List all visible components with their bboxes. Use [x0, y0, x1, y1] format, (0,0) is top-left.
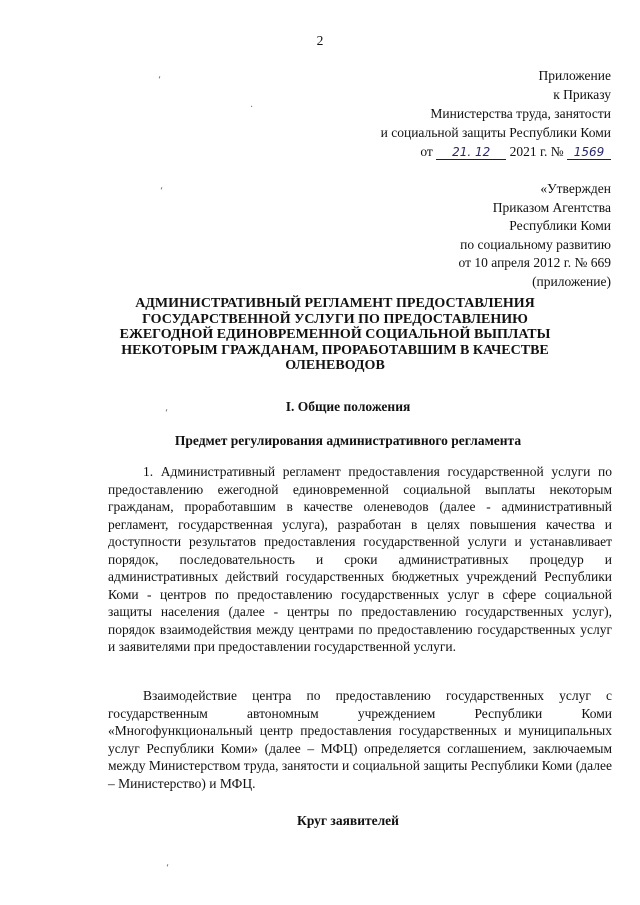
title-line: ЕЖЕГОДНОЙ ЕДИНОВРЕМЕННОЙ СОЦИАЛЬНОЙ ВЫПЛАТЫ	[119, 327, 551, 342]
paragraph-2: Взаимодействие центра по предоставлению государственных услуг с государственным автономным учреждением Республики Коми «Многофункциональный центр предоставления государственных и муниципальных услуг Республики Коми» (далее – МФЦ) определяется соглашением, заключаемым между Министерством труда, занятости и социальной защиты Республики Коми (далее – Министерство) и МФЦ.	[108, 688, 612, 791]
title-line: ГОСУДАРСТВЕННОЙ УСЛУГИ ПО ПРЕДОСТАВЛЕНИЮ	[142, 311, 528, 327]
appendix-line: Министерства труда, занятости	[430, 106, 611, 121]
scan-speck: ‘	[166, 863, 170, 874]
approval-line: (приложение)	[532, 273, 611, 289]
handwritten-order-number: 1569	[567, 145, 611, 160]
approval-block	[311, 180, 611, 291]
page-number: 2	[316, 33, 324, 48]
approval-line: от 10 апреля 2012 г. № 669	[458, 255, 611, 270]
scan-speck: ‘	[165, 408, 169, 419]
order-prefix: от	[420, 144, 433, 159]
appendix-block	[211, 66, 611, 161]
scan-speck: ‘	[160, 186, 164, 197]
approval-line: Республики Коми	[509, 218, 611, 233]
title-line: ОЛЕНЕВОДОВ	[285, 358, 385, 373]
appendix-line: и социальной защиты Республики Коми	[380, 125, 611, 140]
order-reference	[420, 142, 611, 161]
approval-line: «Утвержден	[540, 181, 611, 196]
appendix-line: к Приказу	[553, 87, 611, 102]
title-line: НЕКОТОРЫМ ГРАЖДАНАМ, ПРОРАБОТАВШИМ В КАЧЕСТВЕ	[121, 342, 549, 358]
applicants-heading: Круг заявителей	[297, 813, 399, 828]
section-heading: I. Общие положения	[285, 399, 411, 414]
scan-speck: .	[250, 99, 254, 110]
scan-speck: ‘	[158, 75, 162, 86]
order-mid: 2021 г. №	[509, 144, 564, 159]
approval-line: по социальному развитию	[460, 236, 611, 252]
approval-line: Приказом Агентства	[492, 199, 611, 215]
paragraph-1: 1. Административный регламент предоставления государственной услуги по предоставлению ежегодной единовременной социальной выплаты некоторым гражданам, проработавшим в качестве оленеводов (далее - административный регламент, государственная услуга), разработан в целях повышения качества и доступности результатов предоставления государственной услуги и устанавливает порядок, последовательность и сроки административных процедур и административных действий государственных бюджетных учреждений Республики Коми - центров по предоставлению государственных услуг в сфере социальной защиты населения (далее - центры по предоставлению государственных услуг), порядок взаимодействия между центрами по предоставлению государственных услуг и заявителями при предоставлении государственной услуги.	[108, 464, 612, 654]
title-line: АДМИНИСТРАТИВНЫЙ РЕГЛАМЕНТ ПРЕДОСТАВЛЕНИЯ	[135, 296, 535, 311]
handwritten-order-date: 21. 12	[436, 145, 506, 160]
document-title	[110, 296, 560, 374]
appendix-line: Приложение	[538, 68, 611, 83]
subject-heading: Предмет регулирования административного регламента	[174, 433, 522, 448]
